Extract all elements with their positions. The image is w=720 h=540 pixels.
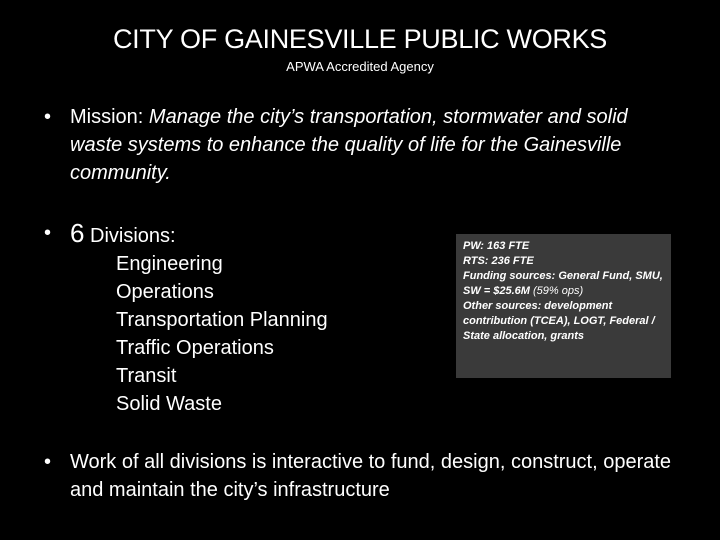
division-list <box>116 250 328 418</box>
mission-body <box>70 103 670 187</box>
bullet-marker: • <box>44 106 52 128</box>
info-other-sources: Other sources: development contribution (TCEA), LOGT, Federal / State allocation, grants <box>463 300 655 342</box>
division-item: Transit <box>116 365 177 387</box>
work-text: Work of all divisions is interactive to fund, design, construct, operate and maintain the city’s infrastructure <box>70 451 672 501</box>
info-rts-fte: RTS: 236 FTE <box>463 255 534 267</box>
division-item: Engineering <box>116 253 223 275</box>
division-item: Transportation Planning <box>116 309 328 331</box>
bullet-marker: • <box>44 222 52 244</box>
info-box <box>456 234 671 378</box>
mission-label: Mission: <box>70 106 149 128</box>
mission-text: Manage the city’s transportation, stormwater and solid waste systems to enhance the quality of life for the Gainesville community. <box>70 106 628 184</box>
info-pw-fte: PW: 163 FTE <box>463 240 530 252</box>
bullet-marker: • <box>44 451 52 473</box>
division-item: Solid Waste <box>116 393 222 415</box>
slide-subtitle: APWA Accredited Agency <box>286 59 434 74</box>
info-funding-text: Funding sources: General Fund, SMU, SW = $25.6M <box>463 270 663 297</box>
slide-title: CITY OF GAINESVILLE PUBLIC WORKS <box>112 24 608 54</box>
info-funding <box>463 269 665 299</box>
division-item: Operations <box>116 281 214 303</box>
divisions-heading <box>70 219 176 250</box>
divisions-count: 6 <box>70 218 85 248</box>
division-item: Traffic Operations <box>116 337 274 359</box>
info-funding-note: (59% ops) <box>529 285 584 297</box>
divisions-label: Divisions: <box>84 225 176 247</box>
